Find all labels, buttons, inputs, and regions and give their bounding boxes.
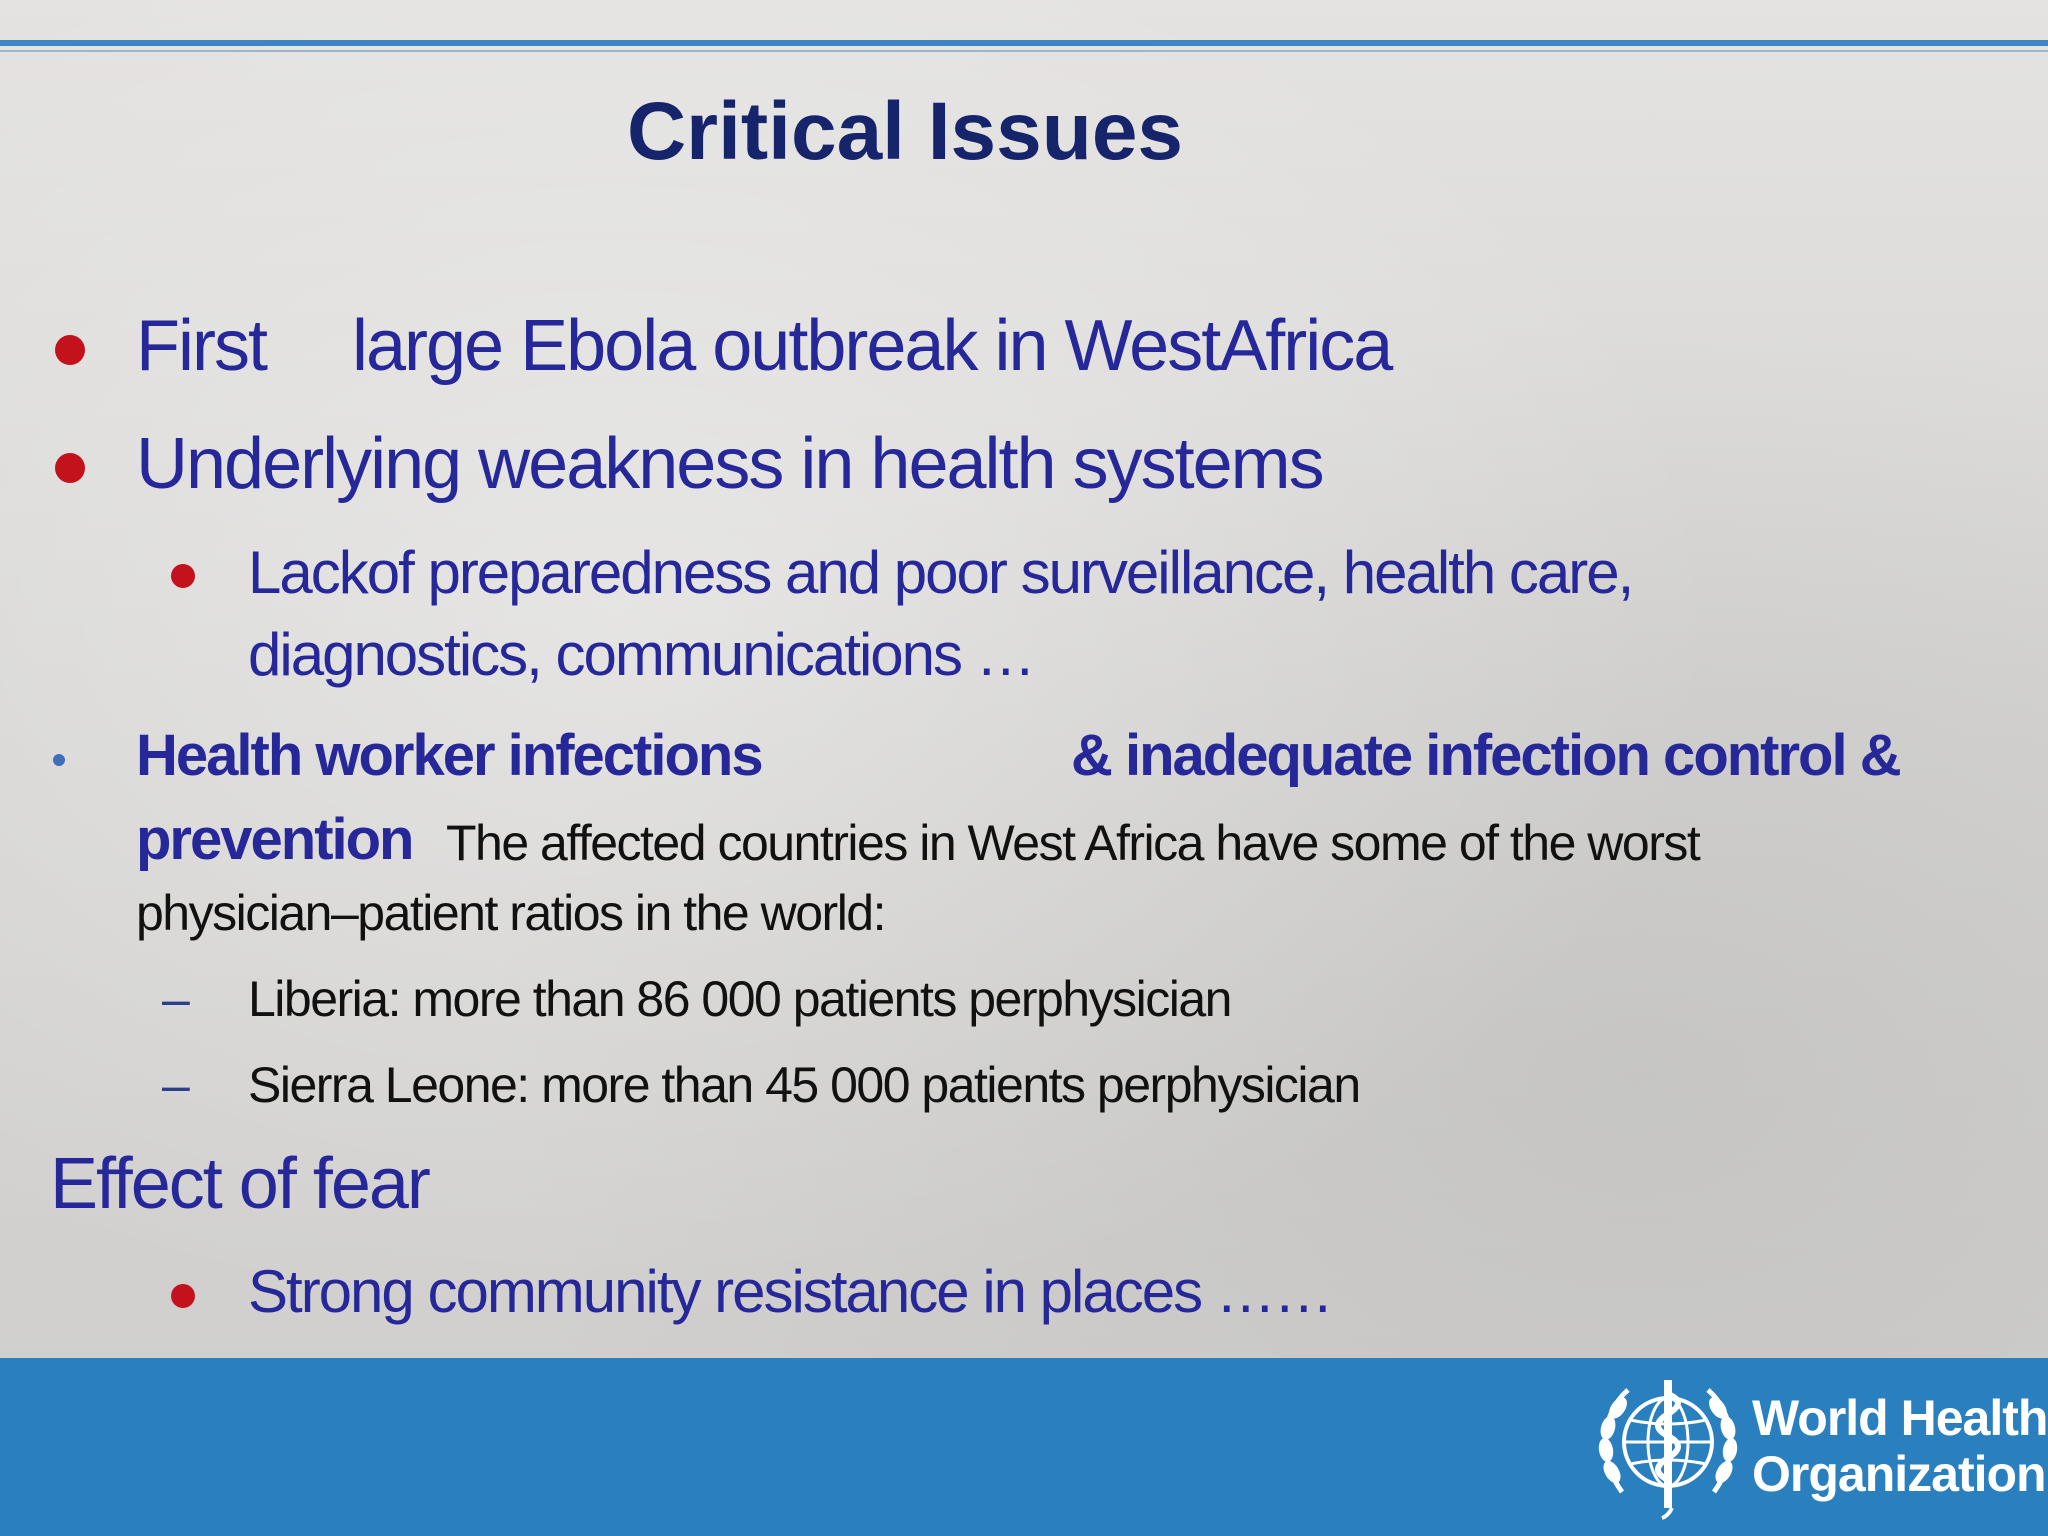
who-logo-text: [1752, 1390, 2047, 1502]
who-emblem-icon: [1592, 1372, 1744, 1522]
bullet-first-outbreak: large Ebola outbreak in WestAfrica: [352, 306, 1392, 386]
bullet-health-systems: Underlying weakness in health systems: [136, 424, 1323, 504]
physician-ratio-text-line2: physician–patient ratios in the world:: [136, 885, 886, 941]
bullet-prevention: prevention: [136, 807, 413, 872]
bullet-dot-icon: [55, 453, 85, 483]
who-logo-line1: World Health: [1752, 1390, 2048, 1446]
bullet-dot-icon: [55, 335, 85, 365]
sub-bullet-preparedness-line2: diagnostics, communications …: [248, 621, 1034, 688]
bullet-health-worker: Health worker infections: [136, 723, 762, 788]
sub-bullet-preparedness-line1: Lackof preparedness and poor surveillance, health care,: [248, 539, 1633, 606]
sub-bullet-community-resistance: Strong community resistance in places ……: [248, 1258, 1332, 1325]
who-logo-line2: Organization: [1752, 1446, 2046, 1502]
bullet-infection-control: & inadequate infection control &: [1071, 723, 1900, 788]
top-rule-thin: [0, 50, 2048, 52]
sub-bullet-dot-icon: [171, 564, 195, 588]
small-bullet-icon: [53, 754, 65, 766]
physician-ratio-text-line1: The affected countries in West Africa have some of the worst: [446, 815, 1700, 871]
dash-marker: –: [162, 971, 190, 1027]
section-heading-fear: Effect of fear: [50, 1144, 429, 1224]
top-rule: [0, 40, 2048, 46]
sierra-leone-ratio: Sierra Leone: more than 45 000 patients perphysician: [248, 1057, 1360, 1113]
dash-marker: –: [162, 1057, 190, 1113]
bullet-first-word: First: [136, 306, 266, 386]
slide-title: Critical Issues: [626, 86, 1184, 177]
liberia-ratio: Liberia: more than 86 000 patients perphysician: [248, 971, 1231, 1027]
sub-bullet-dot-icon: [171, 1284, 195, 1308]
